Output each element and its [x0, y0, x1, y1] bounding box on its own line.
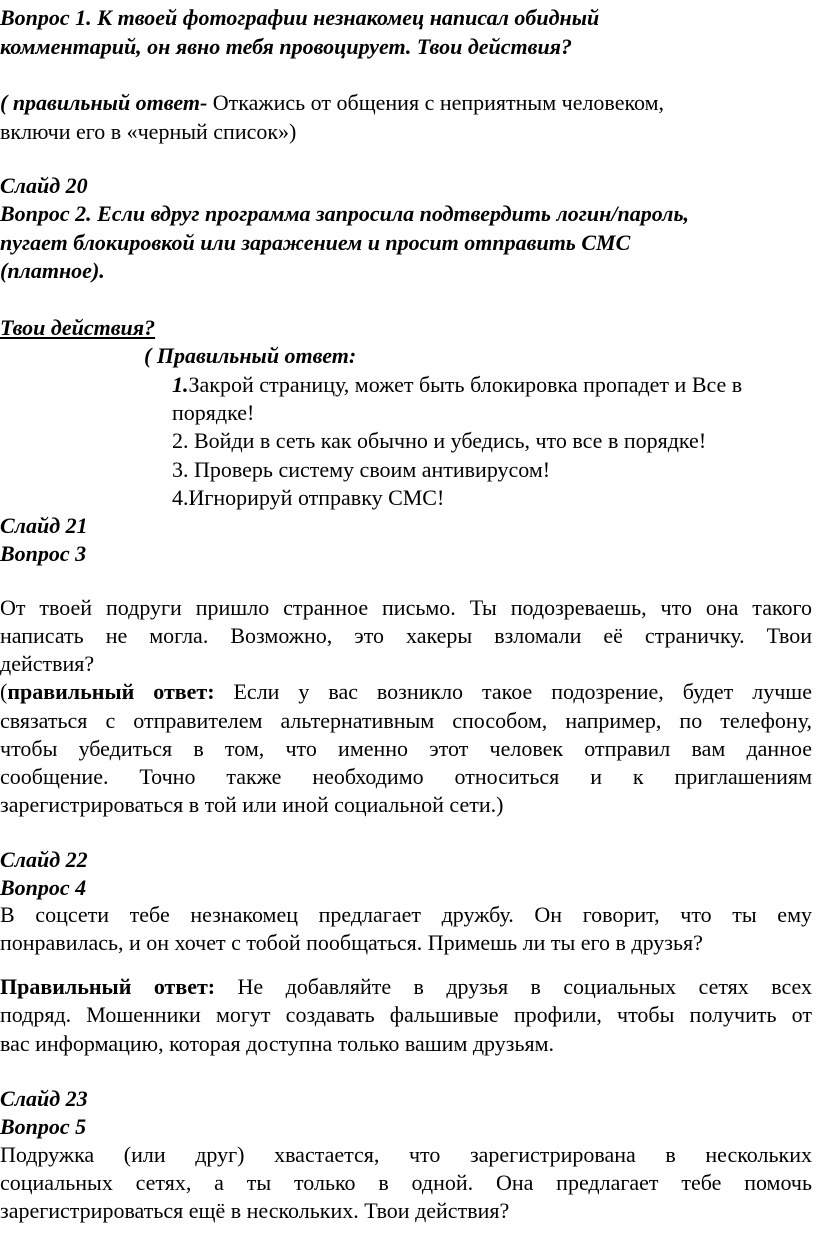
q3-answer-open: (	[0, 679, 8, 704]
q2-question-line-2: пугает блокировкой или заражением и просит отправить СМС	[0, 230, 631, 255]
q3-text-line-1: От твоей подруги пришло странное письмо. Ты подозреваешь, что она такого	[0, 595, 812, 620]
q1-question-line-1: Вопрос 1. К твоей фотографии незнакомец написал обидный	[0, 5, 600, 30]
q5-text-line-1: Подружка (или друг) хвастается, что зарегистрирована в нескольких	[0, 1142, 812, 1167]
q3-answer-label: правильный ответ:	[7, 679, 215, 704]
slide-23-heading: Слайд 23	[0, 1086, 88, 1111]
q4-answer-line-2: подряд. Мошенники могут создавать фальшивые профили, чтобы получить от	[0, 1002, 812, 1027]
q2-item-1-text: Закрой страницу, может быть блокировка пропадет и Все в	[188, 372, 743, 397]
q2-actions-heading: Твои действия?	[0, 315, 156, 340]
q4-answer-line-1	[0, 972, 812, 1001]
q5-heading: Вопрос 5	[0, 1114, 87, 1139]
q4-answer-text: Не добавляйте в друзья в социальных сетях всех	[215, 974, 812, 999]
q5-text-line-2: социальных сетях, а ты только в одной. Она предлагает тебе помочь	[0, 1170, 812, 1195]
q3-answer-line-1	[0, 677, 812, 706]
q5-text-line-3: зарегистрироваться ещё в нескольких. Твои действия?	[0, 1198, 510, 1223]
q3-answer-text: Если у вас возникло такое подозрение, будет лучше	[214, 679, 812, 704]
q2-question-line-3: (платное).	[0, 258, 105, 283]
q3-answer-line-4: сообщение. Точно также необходимо относиться и к приглашениям	[0, 764, 812, 789]
q2-answer-item-1	[172, 370, 816, 399]
q1-answer-line-2: включи его в «черный список»)	[0, 119, 297, 144]
q1-question-line-2: комментарий, он явно тебя провоцирует. Твои действия?	[0, 34, 573, 59]
q4-text-line-1: В соцсети тебе незнакомец предлагает дружбу. Он говорит, что ты ему	[0, 902, 812, 927]
q3-answer-line-2: связаться с отправителем альтернативным способом, например, по телефону,	[0, 708, 812, 733]
q2-item-1-number: 1.	[172, 372, 189, 397]
q1-answer-text: Откажись от общения с неприятным человеком,	[207, 90, 665, 115]
q4-text-line-2: понравилась, и он хочет с тобой пообщаться. Примешь ли ты его в друзья?	[0, 930, 703, 955]
q2-answer-label: ( Правильный ответ:	[144, 343, 357, 368]
slide-21-heading: Слайд 21	[0, 513, 88, 538]
q4-answer-line-3: вас информацию, которая доступна только вашим друзьям.	[0, 1031, 555, 1056]
q3-text-line-2: написать не могла. Возможно, это хакеры взломали её страничку. Твои	[0, 623, 812, 648]
q2-answer-item-4: 4.Игнорируй отправку СМС!	[172, 485, 445, 510]
q1-answer-line-1	[0, 88, 816, 117]
slide-22-heading: Слайд 22	[0, 847, 88, 872]
q2-question-line-1: Вопрос 2. Если вдруг программа запросила подтвердить логин/пароль,	[0, 201, 689, 226]
q2-answer-item-3: 3. Проверь систему своим антивирусом!	[172, 457, 551, 482]
q4-answer-label: Правильный ответ:	[0, 974, 216, 999]
q3-answer-line-3: чтобы убедиться в том, что именно этот человек отправил вам данное	[0, 736, 812, 761]
q3-heading: Вопрос 3	[0, 541, 87, 566]
q1-answer-label: ( правильный ответ-	[0, 90, 208, 115]
q4-heading: Вопрос 4	[0, 875, 87, 900]
q2-answer-item-2: 2. Войди в сеть как обычно и убедись, что все в порядке!	[172, 428, 707, 453]
slide-20-heading: Слайд 20	[0, 173, 88, 198]
q2-answer-item-1-cont: порядке!	[172, 400, 255, 425]
q3-text-line-3: действия?	[0, 651, 95, 676]
q3-answer-line-5: зарегистрироваться в той или иной социальной сети.)	[0, 792, 504, 817]
